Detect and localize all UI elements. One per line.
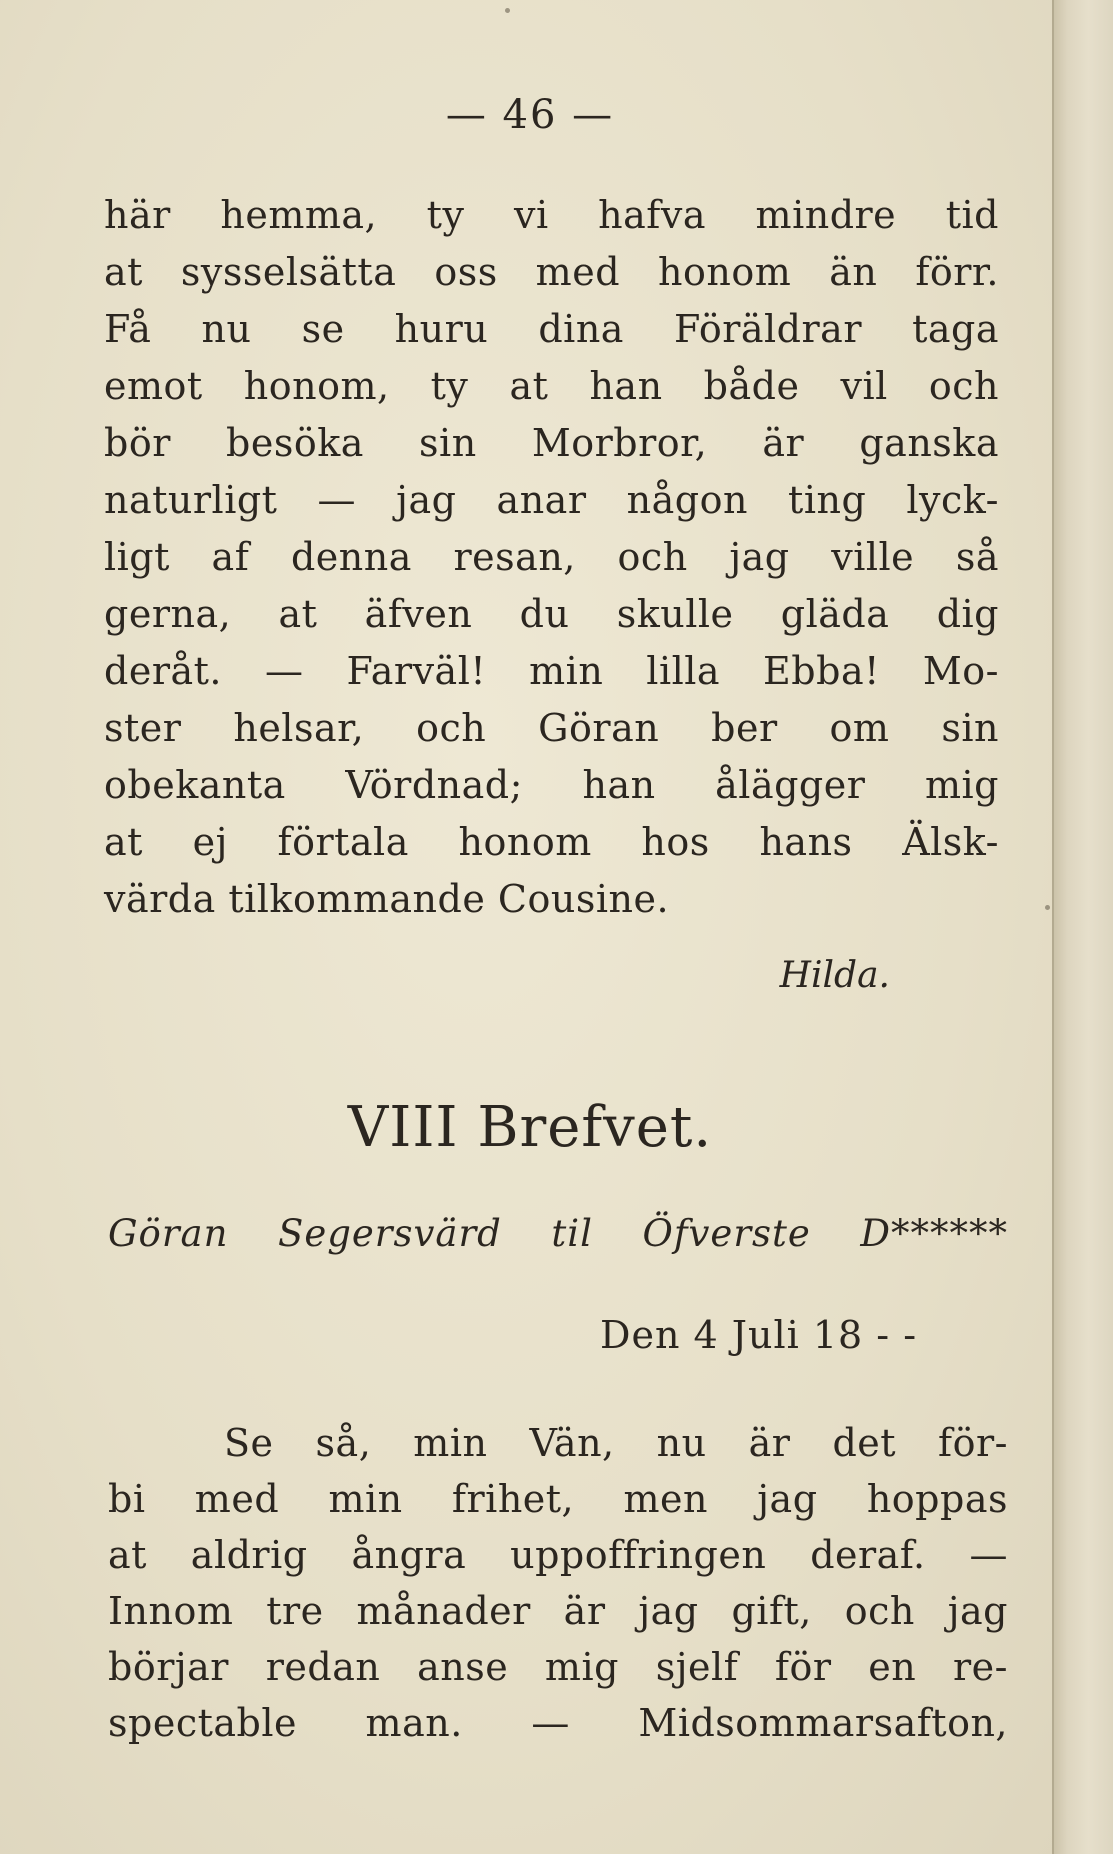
ink-speck <box>1045 905 1050 910</box>
text-line: emot honom, ty at han både vil och <box>104 364 999 408</box>
chapter-heading: VIII Brefvet. <box>347 1095 713 1160</box>
letter-signature: Hilda. <box>779 955 890 996</box>
text-line: at ej förtala honom hos hans Älsk- <box>104 820 999 864</box>
page-number: — 46 — <box>445 92 615 138</box>
text-line: Få nu se huru dina Föräldrar taga <box>104 307 999 351</box>
text-line: naturligt — jag anar någon ting lyck- <box>104 478 999 522</box>
text-line: Se så, min Vän, nu är det för- <box>224 1421 1008 1465</box>
letter-addressee: Göran Segersvärd til Öfverste D****** <box>108 1212 1008 1255</box>
letter-body-2 <box>108 1415 1008 1751</box>
text-line: ligt af denna resan, och jag ville så <box>104 535 999 579</box>
text-line: gerna, at äfven du skulle gläda dig <box>104 592 999 636</box>
text-line: at aldrig ångra uppoffringen deraf. — <box>108 1533 1008 1577</box>
page-gutter <box>1052 0 1113 1854</box>
letter-body <box>104 187 999 928</box>
text-line: Innom tre månader är jag gift, och jag <box>108 1589 1008 1633</box>
text-line: bi med min frihet, men jag hoppas <box>108 1477 1008 1521</box>
text-line: at sysselsätta oss med honom än förr. <box>104 250 999 294</box>
gutter-edge <box>1052 0 1054 1854</box>
letter-date: Den 4 Juli 18 - - <box>600 1313 918 1357</box>
text-line: värda tilkommande Cousine. <box>104 877 670 921</box>
text-line: börjar redan anse mig sjelf för en re- <box>108 1645 1008 1689</box>
text-line: deråt. — Farväl! min lilla Ebba! Mo- <box>104 649 999 693</box>
text-line: ster helsar, och Göran ber om sin <box>104 706 999 750</box>
text-line: obekanta Vördnad; han ålägger mig <box>104 763 999 807</box>
text-line: bör besöka sin Morbror, är ganska <box>104 421 999 465</box>
text-line: här hemma, ty vi hafva mindre tid <box>104 193 999 237</box>
text-line: spectable man. — Midsommarsafton, <box>108 1701 1008 1745</box>
ink-speck <box>505 8 510 13</box>
